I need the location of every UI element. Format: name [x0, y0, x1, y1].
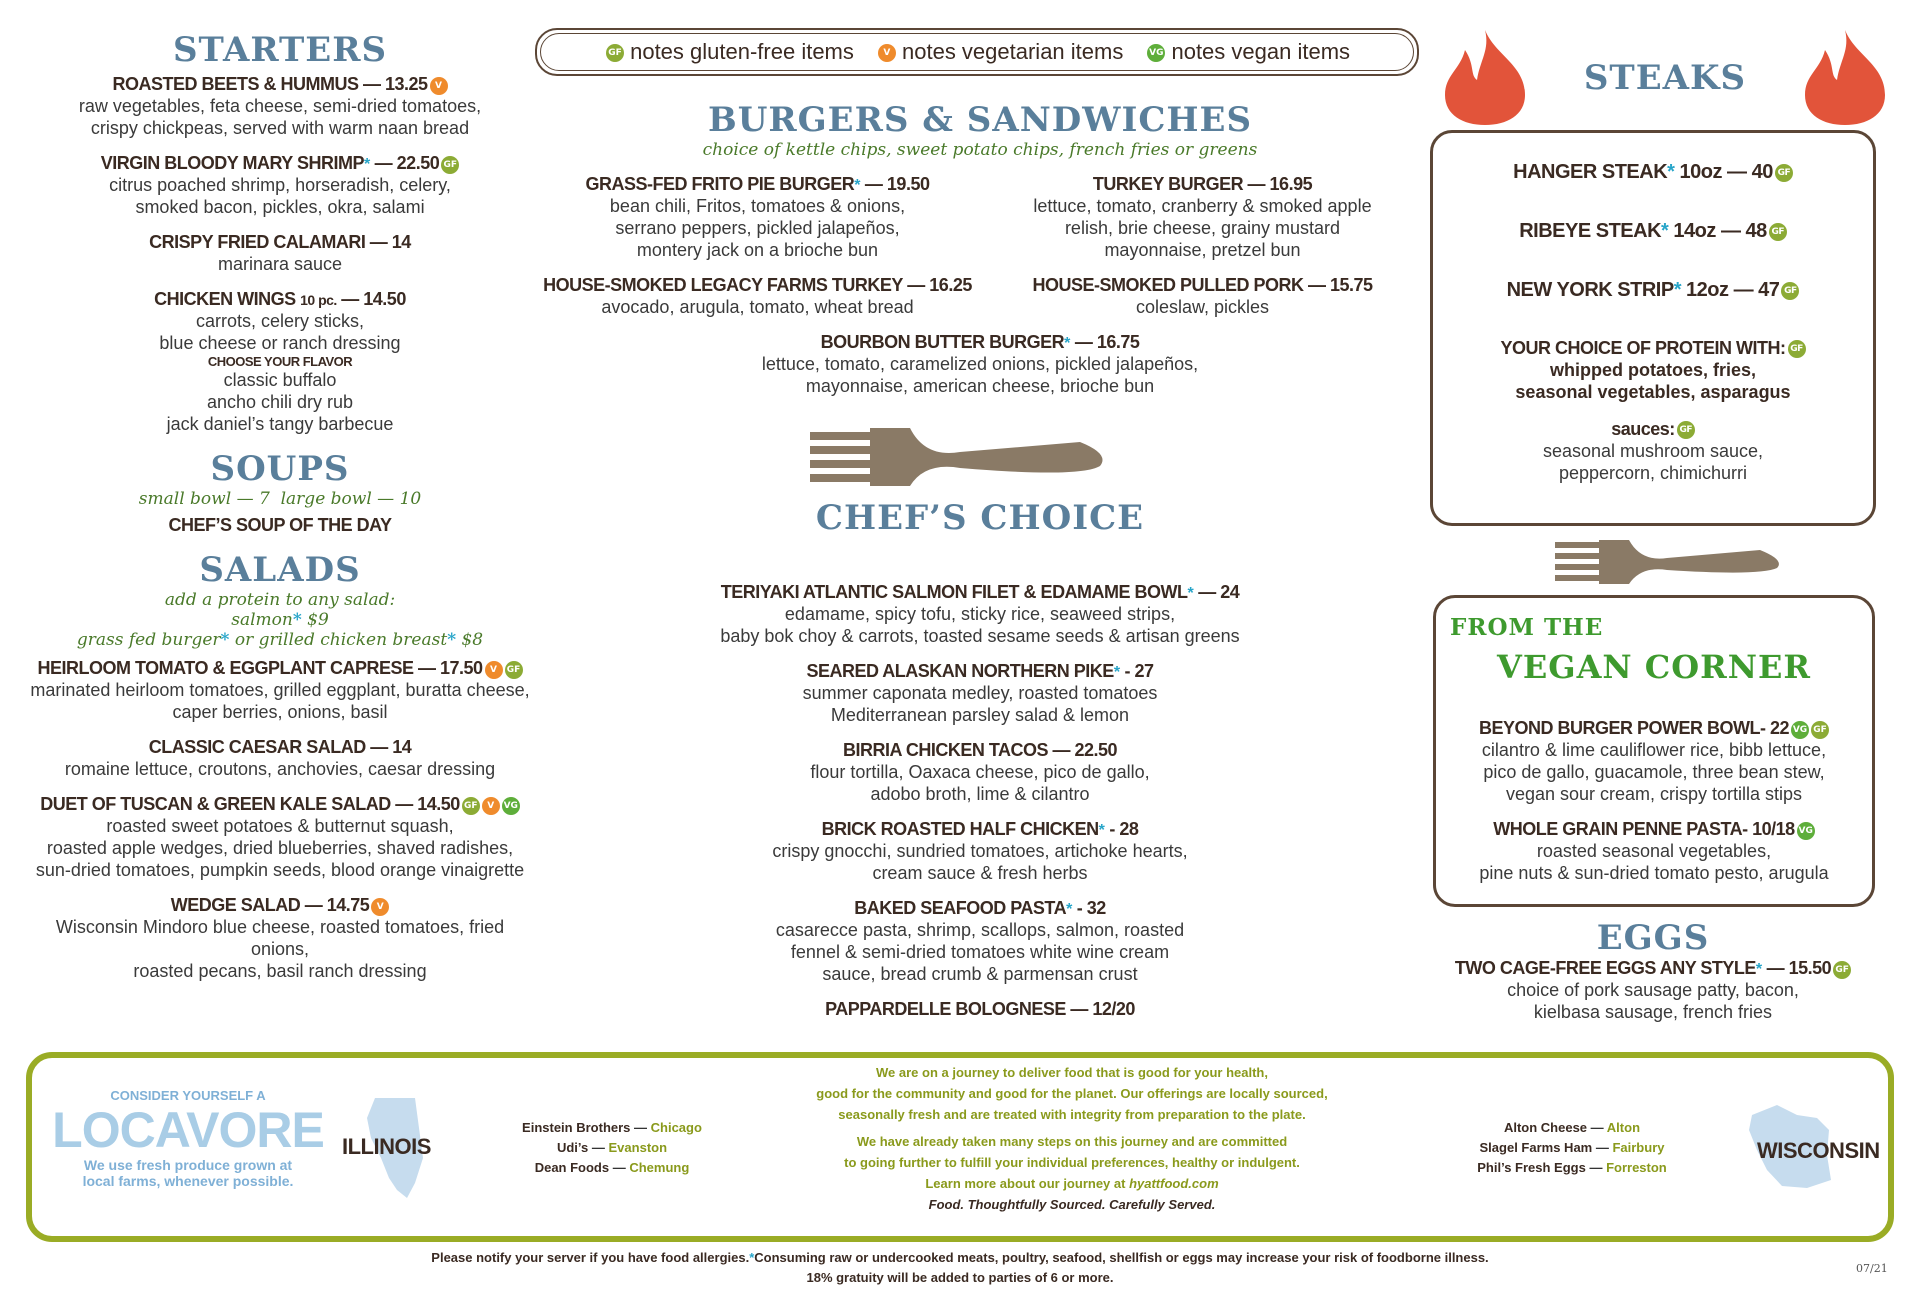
gluten-free-icon: GF: [441, 156, 459, 174]
starters-title: STARTERS: [172, 30, 388, 70]
illinois-label: ILLINOIS: [342, 1134, 431, 1159]
illinois-suppliers: Einstein Brothers — Chicago Udi’s — Evanston Dean Foods — Chemung: [522, 1120, 702, 1175]
menu-item: BOURBON BUTTER BURGER* — 16.75 lettuce, tomato, caramelized onions, pickled jalapeños, mayonnaise, american cheese, brioche bun: [761, 332, 1199, 396]
menu-item: DUET OF TUSCAN & GREEN KALE SALAD — 14.50 GF V VG roasted sweet potatoes & butternut squash, roasted apple wedges, dried blueberries, shaved radishes, sun-dried tomatoes, pumpkin seeds, blood orange vinaigrette: [35, 794, 525, 880]
chef-title: CHEF’S CHOICE: [815, 498, 1145, 538]
menu-item: RIBEYE STEAK* 14oz — 48 GF: [1433, 220, 1873, 243]
vegetarian-icon: V: [371, 898, 389, 916]
vegan-box: [1433, 595, 1875, 907]
menu-item: HOUSE-SMOKED LEGACY FARMS TURKEY — 16.25 avocado, arugula, tomato, wheat bread: [543, 275, 972, 317]
vegetarian-icon: V: [485, 661, 503, 679]
soup-of-day: CHEF’S SOUP OF THE DAY: [168, 515, 392, 535]
menu-item: TURKEY BURGER — 16.95 lettuce, tomato, cranberry & smoked apple relish, brie cheese, grainy mustard mayonnaise, pretzel bun: [1033, 174, 1372, 260]
gluten-free-icon: GF: [462, 797, 480, 815]
menu-item: BEYOND BURGER POWER BOWL- 22 VG GF cilantro & lime cauliflower rice, bibb lettuce, pico de gallo, guacamole, three bean stew, vegan sour cream, crispy tortilla stips: [1436, 718, 1872, 805]
footer-notice: Please notify your server if you have food allergies.*Consuming raw or undercooked meats, poultry, seafood, shellfish or eggs may increase your risk of foodborne illness. 18% gratuity will be added to parties of 6 or more.: [431, 1250, 1489, 1285]
gluten-free-icon: GF: [505, 661, 523, 679]
menu-item: PAPPARDELLE BOLOGNESE — 12/20: [825, 999, 1135, 1019]
gluten-free-icon: GF: [1781, 282, 1799, 300]
menu-item: BAKED SEAFOOD PASTA* - 32 casarecce pasta, shrimp, scallops, salmon, roasted fennel & semi-dried tomatoes white wine cream sauce, bread crumb & parmensan crust: [775, 898, 1185, 984]
menu-item: VIRGIN BLOODY MARY SHRIMP* — 22.50 GF citrus poached shrimp, horseradish, celery, smoked bacon, pickles, okra, salami: [30, 153, 530, 218]
wisconsin-suppliers: Alton Cheese — Alton Slagel Farms Ham — Fairbury Phil’s Fresh Eggs — Forreston: [1477, 1120, 1667, 1175]
mission-statement: We are on a journey to deliver food that is good for your health, good for the community and good for the planet. Our offerings are locally sourced, seasonally fresh and are treated with integrity from preparation to the plate. We have already taken many steps on this journey and are committed to going further to fulfill your individual preferences, healthy or indulgent. Learn more about our journey at hyattfood.com Food. Thoughtfully Sourced. Carefully Served.: [816, 1065, 1328, 1212]
menu-item: BIRRIA CHICKEN TACOS — 22.50 flour tortilla, Oaxaca cheese, pico de gallo, adobo broth, lime & cilantro: [810, 740, 1150, 804]
gluten-free-icon: GF: [1769, 223, 1787, 241]
flame-icon: [1795, 30, 1895, 125]
vegetarian-icon: V: [430, 77, 448, 95]
vegetarian-icon: V: [878, 44, 896, 62]
menu-item: NEW YORK STRIP* 12oz — 47 GF: [1433, 279, 1873, 302]
chef-section: [535, 498, 1425, 1034]
wisconsin-label: WISCONSIN: [1757, 1138, 1880, 1163]
vegetarian-icon: V: [482, 797, 500, 815]
vegan-title-2: VEGAN CORNER: [1497, 648, 1811, 686]
gluten-free-icon: GF: [1775, 164, 1793, 182]
menu-item: CRISPY FRIED CALAMARI — 14 marinara sauce: [149, 232, 411, 274]
vegan-icon: VG: [1797, 822, 1815, 840]
menu-item: SEARED ALASKAN NORTHERN PIKE* - 27 summer caponata medley, roasted tomatoes Mediterranean parsley salad & lemon: [802, 661, 1158, 725]
burgers-subtitle: choice of kettle chips, sweet potato chips, french fries or greens: [702, 140, 1258, 160]
legend-box: GF notes gluten-free items V notes vegetarian items VG notes vegan items: [535, 28, 1419, 76]
menu-item: HEIRLOOM TOMATO & EGGPLANT CAPRESE — 17.50 V GF marinated heirloom tomatoes, grilled eggplant, buratta cheese, caper berries, onions, basil: [30, 658, 530, 722]
menu-item: CLASSIC CAESAR SALAD — 14 romaine lettuce, croutons, anchovies, caesar dressing: [64, 737, 496, 779]
burgers-section: [535, 100, 1425, 411]
menu-item: BRICK ROASTED HALF CHICKEN* - 28 crispy gnocchi, sundried tomatoes, artichoke hearts, cream sauce & fresh herbs: [772, 819, 1188, 883]
locavore-banner: [26, 1052, 1894, 1242]
starters-section: STARTERS ROASTED BEETS & HUMMUS — 13.25 V raw vegetables, feta cheese, semi-dried tomatoes, crispy chickpeas, served with warm naan bread VIRGIN BLOODY MARY SHRIMP* — 22.50 GF citrus poached shrimp, horseradish, celery, smoked bacon, pickles, okra, salami CRISPY FRIED CALAMARI — 14 marinara sauce CHICKEN WINGS 10 pc. — 14.50 carrots, celery sticks, blue cheese or ranch dressing CHOOSE YOUR FLAVOR classic buffalo ancho chili dry rub jack daniel’s tangy barbecue SOUPS small bowl — 7 large bowl — 10 CHEF’S SOUP OF THE DAY SALADS add a protein to any salad: salmon* $9 grass fed burger* or grilled chicken breast* $8 HEIRLOOM TOMATO & EGGPLANT CAPRESE — 17.50 V GF marinated heirloom tomatoes, grilled eggplant, buratta cheese, caper berries, onions, basil CLASSIC CAESAR SALAD — 14 romaine lettuce, croutons, anchovies, caesar dressing DUET OF TUSCAN & GREEN KALE SALAD — 14.50 GF V VG roasted sweet potatoes & butternut squash, roasted apple wedges, dried blueberries, shaved radishes, sun-dried tomatoes, pumpkin seeds, blood orange vinaigrette WEDGE SALAD — 14.75 V Wisconsin Mindoro blue cheese, roasted tomatoes, fried onions, roasted pecans, basil ranch dressing: [30, 30, 530, 981]
eggs-section: EGGS TWO CAGE-FREE EGGS ANY STYLE* — 15.50 GF choice of pork sausage patty, bacon, kielbasa sausage, french fries: [1430, 918, 1876, 1023]
website-link[interactable]: hyattfood.com: [1129, 1176, 1219, 1191]
soups-title: SOUPS: [210, 449, 350, 489]
gluten-free-icon: GF: [1677, 421, 1695, 439]
menu-item: WHOLE GRAIN PENNE PASTA- 10/18 VG roasted seasonal vegetables, pine nuts & sun-dried tomato pesto, arugula: [1479, 819, 1829, 883]
menu-item: GRASS-FED FRITO PIE BURGER* — 19.50 bean chili, Fritos, tomatoes & onions, serrano peppers, pickled jalapeños, montery jack on a brioche bun: [585, 174, 930, 260]
menu-date: 07/21: [1856, 1262, 1888, 1275]
menu-item: ROASTED BEETS & HUMMUS — 13.25 V raw vegetables, feta cheese, semi-dried tomatoes, crispy chickpeas, served with warm naan bread: [78, 74, 482, 138]
locavore-block: CONSIDER YOURSELF A LOCAVORE We use fresh produce grown at local farms, whenever possible.: [38, 1088, 338, 1189]
locavore-title: LOCAVORE: [52, 1102, 324, 1158]
steaks-box: HANGER STEAK* 10oz — 40 GF RIBEYE STEAK* 14oz — 48 GF NEW YORK STRIP* 12oz — 47 GF YOUR CHOICE OF PROTEIN WITH: GF whipped potatoes, fries, seasonal vegetables, asparagus sauces: GF seasonal mushroom sauce, peppercorn, chimichurri: [1430, 130, 1876, 526]
menu-item: HANGER STEAK* 10oz — 40 GF: [1433, 161, 1873, 184]
menu-item: WEDGE SALAD — 14.75 V Wisconsin Mindoro blue cheese, roasted tomatoes, fried onions, roasted pecans, basil ranch dressing: [55, 895, 505, 981]
gluten-free-icon: GF: [606, 44, 624, 62]
vegan-icon: VG: [502, 797, 520, 815]
menu-item: HOUSE-SMOKED PULLED PORK — 15.75 coleslaw, pickles: [1032, 275, 1373, 317]
salads-title: SALADS: [199, 550, 361, 590]
menu-item: CHICKEN WINGS 10 pc. — 14.50 carrots, celery sticks, blue cheese or ranch dressing CHOOSE YOUR FLAVOR classic buffalo ancho chili dry rub jack daniel’s tangy barbecue: [154, 289, 406, 434]
gluten-free-icon: GF: [1788, 340, 1806, 358]
vegan-title-1: FROM THE: [1450, 614, 1604, 641]
gluten-free-icon: GF: [1833, 961, 1851, 979]
steaks-title: STEAKS: [1583, 58, 1747, 98]
vegan-icon: VG: [1147, 44, 1165, 62]
eggs-title: EGGS: [1596, 918, 1710, 958]
burgers-title: BURGERS & SANDWICHES: [707, 100, 1252, 140]
menu-item: TERIYAKI ATLANTIC SALMON FILET & EDAMAME BOWL* — 24 edamame, spicy tofu, sticky rice, seaweed strips, baby bok choy & carrots, toasted sesame seeds & artisan greens: [720, 582, 1240, 646]
flame-icon: [1435, 30, 1535, 125]
vegan-icon: VG: [1791, 721, 1809, 739]
fork-icon: [810, 428, 1110, 488]
fork-icon: [1555, 540, 1785, 584]
gluten-free-icon: GF: [1811, 721, 1829, 739]
